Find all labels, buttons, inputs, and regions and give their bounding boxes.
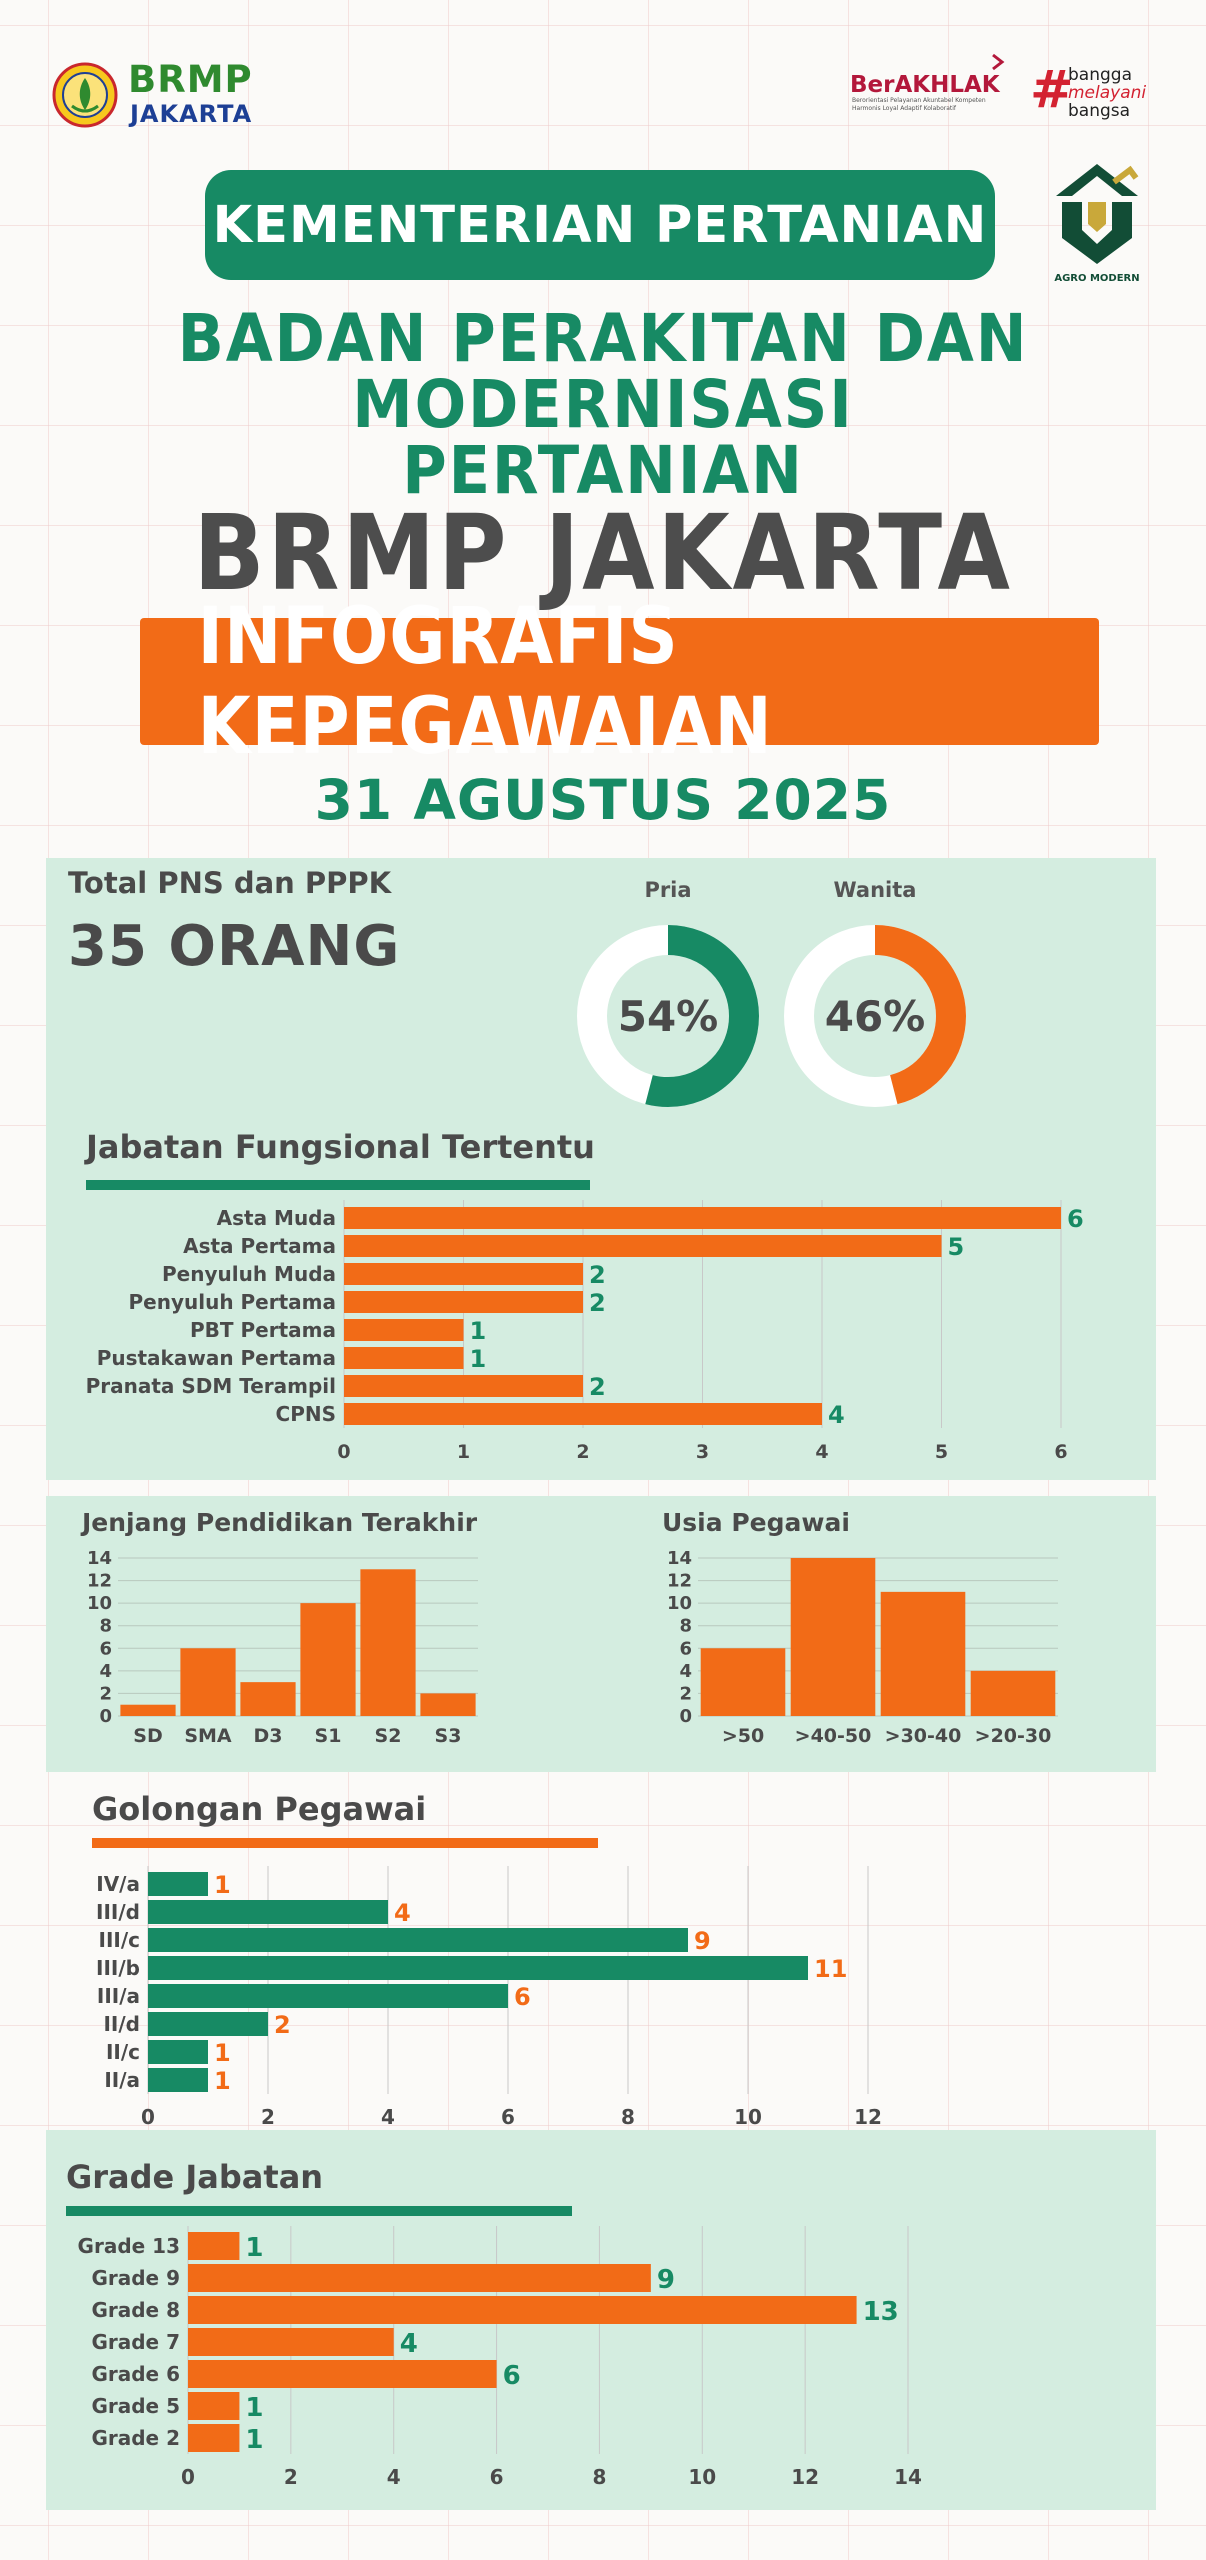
data-label: 2 xyxy=(589,1373,606,1402)
pendidikan-title: Jenjang Pendidikan Terakhir xyxy=(82,1508,478,1537)
bar xyxy=(344,1207,1061,1229)
bar xyxy=(148,1928,688,1952)
x-tick-label: 4 xyxy=(381,2105,395,2126)
x-tick-label: 10 xyxy=(734,2105,762,2126)
x-tick-label: 0 xyxy=(181,2465,195,2489)
grade-bar-chart xyxy=(46,2220,1156,2502)
x-tick-label: S3 xyxy=(434,1725,462,1747)
y-tick-label: 8 xyxy=(99,1615,112,1637)
bar xyxy=(148,2040,208,2064)
bar xyxy=(188,2328,394,2356)
donut-chart-wanita xyxy=(783,924,967,1108)
bar xyxy=(420,1693,475,1716)
category-label: Grade 9 xyxy=(91,2266,180,2291)
berakhlak-tagline: Berorientasi Pelayanan Akuntabel Kompeten Harmonis Loyal Adaptif Kolaboratif xyxy=(852,97,986,112)
x-tick-label: 0 xyxy=(141,2105,155,2126)
donut-value-wanita: 46% xyxy=(824,992,926,1041)
bangga-line-2: melayani xyxy=(1068,83,1147,103)
x-tick-label: 2 xyxy=(283,2465,298,2489)
bar xyxy=(344,1263,583,1285)
x-tick-label: 8 xyxy=(621,2105,635,2126)
bar xyxy=(148,1984,508,2008)
y-tick-label: 2 xyxy=(679,1683,692,1705)
bar xyxy=(701,1648,786,1716)
data-label: 4 xyxy=(828,1401,845,1430)
data-label: 6 xyxy=(1067,1205,1084,1234)
x-tick-label: 10 xyxy=(688,2465,717,2489)
bar xyxy=(300,1603,355,1716)
y-tick-label: 4 xyxy=(679,1660,692,1682)
jft-bar-chart xyxy=(46,1196,1156,1462)
x-tick-label: S1 xyxy=(314,1725,342,1747)
jft-title: Jabatan Fungsional Tertentu xyxy=(86,1128,595,1166)
y-tick-label: 14 xyxy=(666,1548,692,1569)
y-tick-label: 4 xyxy=(99,1660,112,1682)
badan-title xyxy=(140,300,1066,509)
agro-modern-text: AGRO MODERN xyxy=(1054,273,1140,284)
data-label: 4 xyxy=(399,2328,418,2359)
x-tick-label: 3 xyxy=(695,1441,710,1462)
data-label: 2 xyxy=(589,1289,606,1318)
x-tick-label: >50 xyxy=(721,1725,765,1747)
infografis-banner-text: INFOGRAFIS KEPEGAWAIAN xyxy=(197,591,773,772)
golongan-title: Golongan Pegawai xyxy=(92,1790,427,1828)
pendidikan-bar-chart xyxy=(46,1540,506,1762)
agro-modern-logo-icon xyxy=(1052,160,1142,268)
bar xyxy=(881,1592,966,1716)
bangga-line-3: bangsa xyxy=(1068,101,1131,121)
infografis-banner xyxy=(140,591,1099,772)
category-label: Asta Pertama xyxy=(183,1234,336,1259)
y-tick-label: 8 xyxy=(679,1615,692,1637)
data-label: 1 xyxy=(469,1317,487,1346)
golongan-bar-chart xyxy=(46,1860,1156,2126)
category-label: Grade 13 xyxy=(77,2234,180,2259)
total-label: Total PNS dan PPPK xyxy=(68,866,392,900)
x-tick-label: 6 xyxy=(1054,1441,1068,1462)
bar xyxy=(791,1558,876,1716)
grade-title: Grade Jabatan xyxy=(66,2158,324,2196)
kementerian-banner: KEMENTERIAN PERTANIAN xyxy=(205,170,995,280)
donut-label-pria: Pria xyxy=(644,878,692,902)
bar xyxy=(148,1956,808,1980)
usia-title: Usia Pegawai xyxy=(662,1508,850,1537)
bar xyxy=(360,1569,415,1716)
y-tick-label: 14 xyxy=(86,1548,112,1569)
bar xyxy=(188,2360,497,2388)
bar xyxy=(344,1403,822,1425)
bar xyxy=(344,1347,464,1369)
berakhlak-logo-text: BerAKHLAK xyxy=(850,72,1000,98)
bar xyxy=(188,2424,239,2452)
bar xyxy=(344,1319,464,1341)
x-tick-label: 6 xyxy=(489,2465,504,2489)
data-label: 2 xyxy=(274,2011,291,2040)
data-label: 1 xyxy=(214,2067,231,2096)
data-label: 13 xyxy=(862,2296,899,2327)
donut-label-wanita: Wanita xyxy=(833,878,917,902)
brmp-logo-emblem-icon xyxy=(52,62,118,128)
x-tick-label: 4 xyxy=(815,1441,829,1462)
x-tick-label: S2 xyxy=(374,1725,402,1747)
bangga-line-1: bangga xyxy=(1068,65,1132,85)
x-tick-label: 14 xyxy=(894,2465,922,2489)
category-label: Grade 7 xyxy=(91,2330,180,2355)
bar xyxy=(120,1705,175,1716)
bar xyxy=(344,1235,942,1257)
category-label: PBT Pertama xyxy=(190,1318,336,1343)
data-label: 2 xyxy=(589,1261,606,1290)
bar xyxy=(188,2296,857,2324)
x-tick-label: 5 xyxy=(934,1441,949,1462)
data-label: 4 xyxy=(394,1899,411,1928)
badan-title-line-1: BADAN PERAKITAN DAN xyxy=(177,300,1029,377)
category-label: Asta Muda xyxy=(216,1206,336,1231)
data-label: 1 xyxy=(245,2232,264,2263)
logo-subtitle: JAKARTA xyxy=(130,100,253,128)
category-label: III/b xyxy=(96,1956,140,1981)
brmp-jakarta-title: BRMP JAKARTA xyxy=(193,492,1013,614)
bar xyxy=(344,1291,583,1313)
bangga-melayani-logo xyxy=(1068,66,1146,120)
x-tick-label: SMA xyxy=(184,1725,232,1747)
data-label: 9 xyxy=(694,1927,711,1956)
category-label: Pustakawan Pertama xyxy=(96,1346,336,1371)
category-label: Pranata SDM Terampil xyxy=(85,1374,336,1399)
berakhlak-chevron-icon xyxy=(988,52,1008,72)
bar xyxy=(148,2012,268,2036)
data-label: 11 xyxy=(814,1955,848,1984)
x-tick-label: >30-40 xyxy=(884,1725,962,1747)
data-label: 1 xyxy=(245,2392,264,2423)
y-tick-label: 6 xyxy=(99,1638,112,1660)
category-label: CPNS xyxy=(275,1402,336,1427)
bar xyxy=(240,1682,295,1716)
y-tick-label: 10 xyxy=(666,1593,692,1615)
bar xyxy=(180,1648,235,1716)
jft-title-underline xyxy=(86,1180,590,1190)
x-tick-label: 2 xyxy=(576,1441,590,1462)
category-label: Grade 5 xyxy=(91,2394,180,2419)
category-label: Grade 8 xyxy=(91,2298,180,2323)
data-label: 6 xyxy=(502,2360,521,2391)
y-tick-label: 10 xyxy=(86,1593,112,1615)
x-tick-label: 4 xyxy=(386,2465,401,2489)
bar xyxy=(148,1872,208,1896)
bar xyxy=(148,1900,388,1924)
data-label: 1 xyxy=(214,2039,231,2068)
x-tick-label: 6 xyxy=(501,2105,515,2126)
category-label: Penyuluh Muda xyxy=(162,1262,336,1287)
data-label: 6 xyxy=(514,1983,531,2012)
hashtag-icon: # xyxy=(1030,60,1074,120)
bar xyxy=(148,2068,208,2092)
total-value: 35 ORANG xyxy=(68,914,401,979)
usia-bar-chart xyxy=(626,1540,1086,1762)
category-label: III/a xyxy=(96,1984,140,2009)
grade-title-underline xyxy=(66,2206,572,2216)
x-tick-label: 12 xyxy=(791,2465,820,2489)
badan-title-line-2: MODERNISASI PERTANIAN xyxy=(352,366,854,509)
data-label: 5 xyxy=(947,1233,965,1262)
y-tick-label: 0 xyxy=(99,1706,112,1727)
category-label: II/c xyxy=(105,2040,140,2065)
category-label: II/d xyxy=(103,2012,140,2037)
x-tick-label: 1 xyxy=(456,1441,471,1462)
bar xyxy=(344,1375,583,1397)
logo-wordmark: BRMP xyxy=(128,58,253,101)
bar xyxy=(188,2264,651,2292)
data-label: 9 xyxy=(656,2264,675,2295)
data-label: 1 xyxy=(245,2424,264,2455)
category-label: III/c xyxy=(98,1928,140,1953)
category-label: IV/a xyxy=(96,1872,140,1897)
y-tick-label: 12 xyxy=(666,1570,692,1592)
x-tick-label: 8 xyxy=(592,2465,607,2489)
x-tick-label: 2 xyxy=(261,2105,275,2126)
y-tick-label: 6 xyxy=(679,1638,692,1660)
category-label: Grade 6 xyxy=(91,2362,180,2387)
x-tick-label: >20-30 xyxy=(974,1725,1052,1747)
x-tick-label: 0 xyxy=(337,1441,351,1462)
donut-value-pria: 54% xyxy=(617,992,719,1041)
x-tick-label: D3 xyxy=(253,1725,283,1747)
golongan-title-underline xyxy=(92,1838,598,1848)
donut-chart-pria xyxy=(576,924,760,1108)
x-tick-label: >40-50 xyxy=(794,1725,872,1747)
data-label: 1 xyxy=(469,1345,487,1374)
bar xyxy=(971,1671,1056,1716)
x-tick-label: 12 xyxy=(854,2105,882,2126)
category-label: III/d xyxy=(96,1900,140,1925)
x-tick-label: SD xyxy=(133,1725,163,1747)
y-tick-label: 0 xyxy=(679,1706,692,1727)
category-label: Grade 2 xyxy=(91,2426,180,2451)
y-tick-label: 12 xyxy=(86,1570,112,1592)
bar xyxy=(188,2392,239,2420)
bar xyxy=(188,2232,239,2260)
y-tick-label: 2 xyxy=(99,1683,112,1705)
category-label: II/a xyxy=(104,2068,140,2093)
report-date: 31 AGUSTUS 2025 xyxy=(314,768,892,832)
data-label: 1 xyxy=(214,1871,231,1900)
category-label: Penyuluh Pertama xyxy=(128,1290,336,1315)
